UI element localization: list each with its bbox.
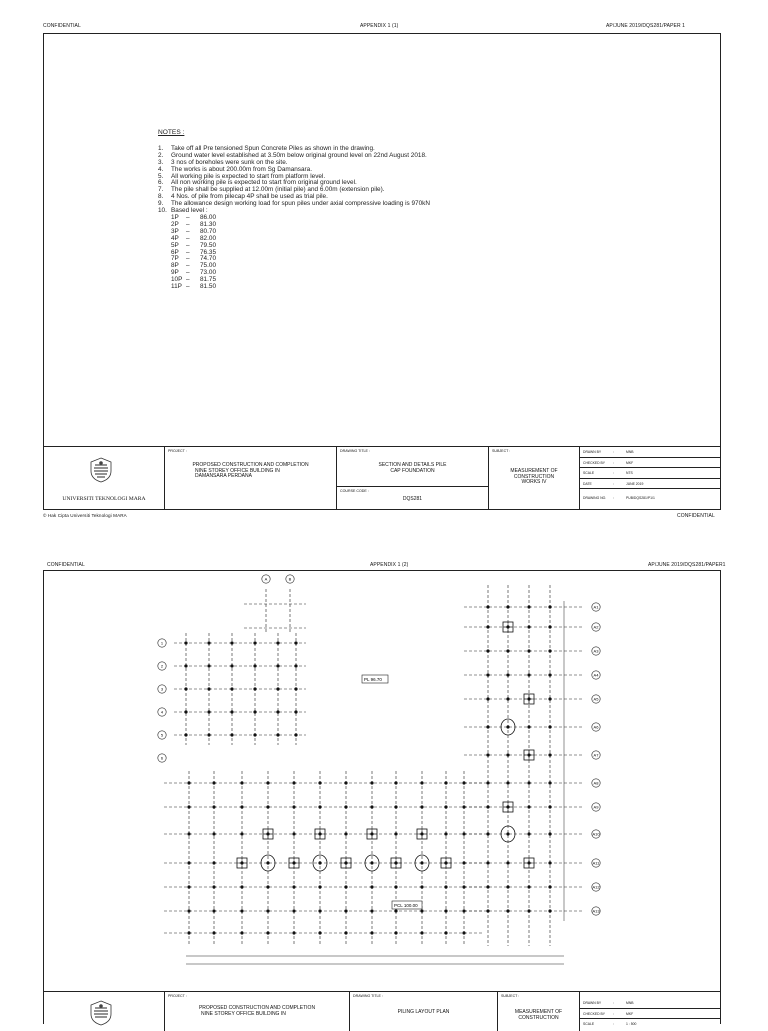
page1-header-left: CONFIDENTIAL xyxy=(43,23,81,29)
grid-bubble-left: 3 xyxy=(160,686,164,692)
pile-mark xyxy=(506,885,509,888)
based-level-val: 75.00 xyxy=(200,262,216,270)
pile-mark xyxy=(187,909,190,912)
pile-mark xyxy=(486,885,489,888)
subject-cell xyxy=(488,447,579,510)
pile-mark xyxy=(486,861,489,864)
pile-mark xyxy=(506,605,509,608)
note-text: All working pile is expected to start from platform level. xyxy=(171,172,326,180)
pile-mark xyxy=(486,832,489,835)
grid-bubble-right: A12 xyxy=(592,884,600,890)
pile-mark xyxy=(548,781,551,784)
pile-mark xyxy=(276,710,279,713)
pile-mark xyxy=(527,673,530,676)
page1-header-center: APPENDIX 1 (1) xyxy=(360,23,399,29)
pile-mark xyxy=(486,673,489,676)
based-level-dash: – xyxy=(186,283,190,291)
pile-mark xyxy=(276,641,279,644)
based-level-tag: 9P xyxy=(171,269,179,277)
grid-bubble-right: A3 xyxy=(593,648,599,654)
pile-mark xyxy=(230,664,233,667)
based-level-tag: 1P xyxy=(171,213,179,221)
scale-row-2: SCALE : 1 : 500 xyxy=(583,1022,637,1027)
pile-mark xyxy=(370,805,373,808)
pile-mark xyxy=(294,733,297,736)
pile-mark xyxy=(486,781,489,784)
based-level-tag: 11P xyxy=(171,283,182,291)
pile-mark xyxy=(240,909,243,912)
pile-mark xyxy=(394,931,397,934)
pile-mark xyxy=(548,725,551,728)
pile-mark xyxy=(527,909,530,912)
drawing-info-grid xyxy=(579,447,720,510)
grid-bubble-right: A5 xyxy=(593,696,599,702)
drawing-title-2: PILING LAYOUT PLAN xyxy=(397,1009,450,1015)
pile-mark xyxy=(394,909,397,912)
note-number: 10. xyxy=(158,207,167,215)
based-level-tag: 6P xyxy=(171,248,179,256)
pile-mark xyxy=(207,710,210,713)
based-level-dash: – xyxy=(186,262,190,270)
pile-mark xyxy=(420,931,423,934)
grid-bubble-left: 5 xyxy=(160,732,164,738)
based-level-row xyxy=(158,215,430,222)
grid-bubble-right: A6 xyxy=(593,724,599,730)
pile-mark xyxy=(207,687,210,690)
pile-mark xyxy=(253,733,256,736)
pile-mark xyxy=(212,931,215,934)
pile-mark xyxy=(486,605,489,608)
pile-mark xyxy=(462,861,465,864)
based-level-row xyxy=(158,236,430,243)
pile-mark xyxy=(420,861,423,864)
pile-mark xyxy=(184,664,187,667)
based-level-val: 82.00 xyxy=(200,234,216,242)
drawing-sheet-2 xyxy=(43,570,721,1027)
pile-mark xyxy=(506,649,509,652)
pile-mark xyxy=(394,781,397,784)
pile-mark xyxy=(548,649,551,652)
based-level-tag: 2P xyxy=(171,220,179,228)
drawing-title-label-2: DRAWING TITLE : xyxy=(353,994,383,998)
drawing-title-label: DRAWING TITLE : xyxy=(340,449,370,453)
pile-mark xyxy=(527,649,530,652)
pile-mark xyxy=(370,781,373,784)
pile-mark xyxy=(444,832,447,835)
pile-mark xyxy=(240,832,243,835)
pile-mark xyxy=(527,725,530,728)
pile-mark xyxy=(253,710,256,713)
page2-header-center: APPENDIX 1 (2) xyxy=(370,562,409,568)
pile-mark xyxy=(462,832,465,835)
pile-mark xyxy=(462,931,465,934)
based-level-dash: – xyxy=(186,241,190,249)
uitm-crest-icon xyxy=(89,457,113,483)
pile-mark xyxy=(187,805,190,808)
grid-bubble-right: A4 xyxy=(593,672,599,678)
grid-bubble-right: A10 xyxy=(592,831,600,837)
notes-list xyxy=(158,146,430,215)
pile-mark xyxy=(276,687,279,690)
pile-mark xyxy=(266,885,269,888)
grid-bubble-right: A9 xyxy=(593,804,599,810)
note-text: Take off all Pre tensioned Spun Concrete Piles as shown in the drawing. xyxy=(171,144,375,152)
pile-mark xyxy=(444,931,447,934)
level-tag-pl-text: PL 96.70 xyxy=(364,677,382,682)
note-number: 7. xyxy=(158,186,164,194)
based-level-row xyxy=(158,256,430,263)
project-line-1-2: PROPOSED CONSTRUCTION AND COMPLETION xyxy=(198,1005,316,1011)
pile-mark xyxy=(486,697,489,700)
pile-mark xyxy=(548,697,551,700)
based-level-val: 79.50 xyxy=(200,241,216,249)
pile-mark xyxy=(294,641,297,644)
drawn-by-row-2: DRAWN BY : MNB xyxy=(580,998,720,1009)
based-level-tag: 5P xyxy=(171,241,179,249)
pile-mark xyxy=(462,909,465,912)
pile-mark xyxy=(212,885,215,888)
pile-mark xyxy=(444,805,447,808)
page2-header-left: CONFIDENTIAL xyxy=(47,562,85,568)
pile-mark xyxy=(444,781,447,784)
pile-mark xyxy=(318,805,321,808)
pile-mark xyxy=(253,687,256,690)
based-level-dash: – xyxy=(186,213,190,221)
pile-mark xyxy=(292,909,295,912)
grid-bubble-left: 4 xyxy=(160,709,164,715)
pile-mark xyxy=(230,710,233,713)
project-line-1: PROPOSED CONSTRUCTION AND COMPLETION xyxy=(192,462,309,468)
pile-mark xyxy=(506,781,509,784)
based-level-row xyxy=(158,243,430,250)
pile-mark xyxy=(394,832,397,835)
pile-mark xyxy=(207,641,210,644)
based-level-tag: 7P xyxy=(171,255,179,263)
pile-mark xyxy=(212,909,215,912)
project-line-2: NINE STOREY OFFICE BUILDING IN xyxy=(195,467,280,474)
drawing-title-line-1: SECTION AND DETAILS PILE xyxy=(378,462,447,468)
pile-mark xyxy=(344,931,347,934)
scale-row: SCALE : NTS xyxy=(580,468,720,479)
grid-bubble-right: A1 xyxy=(593,604,599,610)
based-level-row xyxy=(158,263,430,270)
pile-mark xyxy=(187,885,190,888)
based-level-val: 74.70 xyxy=(200,255,216,263)
grid-bubble-right: A7 xyxy=(593,752,599,758)
piling-layout-plan xyxy=(44,571,720,991)
note-number: 9. xyxy=(158,200,164,208)
pile-mark xyxy=(184,710,187,713)
pile-mark xyxy=(276,664,279,667)
pile-mark xyxy=(344,909,347,912)
drawing-title-cell-2 xyxy=(349,992,497,1031)
pile-mark xyxy=(184,733,187,736)
pile-mark xyxy=(394,885,397,888)
drawing-title-cell xyxy=(336,447,488,510)
drawn-by-row: DRAWN BY : MNB xyxy=(580,447,720,458)
pile-mark xyxy=(292,832,295,835)
pile-mark xyxy=(527,832,530,835)
pile-mark xyxy=(548,832,551,835)
pile-mark xyxy=(527,625,530,628)
pile-mark xyxy=(506,861,509,864)
subject-line-2-2: CONSTRUCTION xyxy=(518,1014,559,1021)
pile-mark xyxy=(230,641,233,644)
pile-mark xyxy=(548,909,551,912)
pile-mark xyxy=(444,909,447,912)
pile-mark xyxy=(187,832,190,835)
pile-mark xyxy=(420,909,423,912)
pile-mark xyxy=(240,931,243,934)
pile-mark xyxy=(420,805,423,808)
pile-mark xyxy=(266,909,269,912)
pile-mark xyxy=(318,861,321,864)
uitm-crest-icon xyxy=(89,1000,113,1026)
pile-mark xyxy=(548,885,551,888)
based-level-row xyxy=(158,270,430,277)
pile-mark xyxy=(506,753,509,756)
based-level-dash: – xyxy=(186,248,190,256)
pile-mark xyxy=(344,781,347,784)
notes-title: NOTES : xyxy=(158,129,185,136)
pile-mark xyxy=(253,641,256,644)
note-number: 4. xyxy=(158,165,164,173)
pile-mark xyxy=(212,861,215,864)
subject-cell-2 xyxy=(497,992,579,1031)
based-level-val: 73.00 xyxy=(200,269,216,277)
pile-mark xyxy=(240,805,243,808)
pile-mark xyxy=(548,861,551,864)
pile-mark xyxy=(344,832,347,835)
note-text: All non working pile is expected to start from original ground level. xyxy=(171,179,357,187)
pile-mark xyxy=(486,725,489,728)
pile-mark xyxy=(506,673,509,676)
pile-mark xyxy=(318,909,321,912)
subject-label: SUBJECT : xyxy=(492,449,511,453)
pile-mark xyxy=(266,931,269,934)
pile-mark xyxy=(548,753,551,756)
project-label-2: PROJECT : xyxy=(168,994,187,998)
grid-bubble-left: 2 xyxy=(160,663,164,669)
pile-mark xyxy=(230,733,233,736)
pile-mark xyxy=(292,931,295,934)
based-level-row xyxy=(158,222,430,229)
note-number: 3. xyxy=(158,158,164,166)
based-level-row xyxy=(158,250,430,257)
grid-bubble-right: A11 xyxy=(592,860,600,866)
note-number: 6. xyxy=(158,179,164,187)
subject-line-1: MEASUREMENT OF xyxy=(510,468,558,474)
pile-mark xyxy=(266,781,269,784)
pile-mark xyxy=(292,781,295,784)
pile-mark xyxy=(318,931,321,934)
subject-line-1-2: MEASUREMENT OF xyxy=(514,1009,563,1015)
pile-mark xyxy=(506,725,509,728)
pile-mark xyxy=(548,805,551,808)
course-code: DQS281 xyxy=(402,496,423,502)
pile-mark xyxy=(294,664,297,667)
title-block-2 xyxy=(44,991,720,1031)
grid-bubble-left: 1 xyxy=(160,640,164,646)
pile-mark xyxy=(370,909,373,912)
grid-bubble-left: 6 xyxy=(160,755,164,761)
pile-mark xyxy=(318,781,321,784)
pile-mark xyxy=(207,664,210,667)
note-text: 4 Nos. of pile from pilecap 4P shall be used as trial pile. xyxy=(171,193,328,201)
pile-mark xyxy=(548,673,551,676)
pile-mark xyxy=(212,832,215,835)
based-level-val: 76.35 xyxy=(200,248,216,256)
pile-mark xyxy=(506,832,509,835)
based-level-val: 86.00 xyxy=(200,213,216,221)
project-cell xyxy=(164,447,336,510)
based-level-row xyxy=(158,277,430,284)
pile-mark xyxy=(370,885,373,888)
grid-bubble-top: A xyxy=(264,576,268,582)
based-level-dash: – xyxy=(186,227,190,235)
drawing-info-grid-2 xyxy=(579,992,720,1031)
based-level-val: 81.75 xyxy=(200,276,216,284)
pile-mark xyxy=(187,861,190,864)
pile-mark xyxy=(276,733,279,736)
note-text: The pile shall be supplied at 12.00m (initial pile) and 6.00m (extension pile). xyxy=(171,186,385,194)
pile-mark xyxy=(394,805,397,808)
note-number: 2. xyxy=(158,151,164,159)
pile-mark xyxy=(462,885,465,888)
pile-mark xyxy=(527,885,530,888)
pile-mark xyxy=(420,781,423,784)
based-level-tag: 10P xyxy=(171,276,183,284)
grid-bubble-right: A8 xyxy=(593,780,599,786)
page1-footer-left: © Hak Cipta Universiti Teknologi MARA xyxy=(43,513,127,518)
pile-mark xyxy=(444,885,447,888)
pile-mark xyxy=(318,885,321,888)
based-level-dash: – xyxy=(186,269,190,277)
pile-mark xyxy=(506,909,509,912)
university-name: UNIVERSITI TEKNOLOGI MARA xyxy=(62,496,146,502)
pile-mark xyxy=(292,805,295,808)
based-level-tag: 4P xyxy=(171,234,179,242)
note-text: The allowance design working load for spun piles under axial compressive loading is 970kN xyxy=(171,200,430,208)
level-tag-pl xyxy=(362,675,388,683)
page2-header-right: AP/JUNE 2019/DQS281/PAPER1 xyxy=(648,562,726,568)
based-level-dash: – xyxy=(186,276,190,284)
date-row: DATE : JUNE 2019 xyxy=(580,479,720,490)
pile-mark xyxy=(462,781,465,784)
pile-mark xyxy=(548,605,551,608)
grid-bubble-right: A13 xyxy=(592,908,600,914)
pile-mark xyxy=(212,805,215,808)
pile-mark xyxy=(548,625,551,628)
page1-header-right: AP/JUNE 2019/DQS281/PAPER 1 xyxy=(606,23,686,29)
level-tag-pcl-text: PCL 100.00 xyxy=(394,903,418,908)
based-level-row xyxy=(158,229,430,236)
subject-line-2: CONSTRUCTION xyxy=(513,473,555,480)
grid-bubble-top: B xyxy=(288,576,292,582)
pile-mark xyxy=(344,805,347,808)
pile-mark xyxy=(240,885,243,888)
based-level-list xyxy=(158,215,430,291)
drawing-no-row: DRAWING NO. : PUB/DQS281/P1/1 xyxy=(583,496,655,501)
based-level-tag: 3P xyxy=(171,227,179,235)
pile-mark xyxy=(486,649,489,652)
based-level-dash: – xyxy=(186,220,190,228)
based-level-val: 80.70 xyxy=(200,227,216,235)
pile-mark xyxy=(266,861,269,864)
subject-label-2: SUBJECT : xyxy=(501,994,520,998)
pile-mark xyxy=(506,697,509,700)
drawing-sheet-1 xyxy=(43,33,721,510)
based-level-tag: 8P xyxy=(171,262,179,270)
note-text: 3 nos of boreholes were sunk on the site. xyxy=(171,158,288,166)
pile-mark xyxy=(486,753,489,756)
pile-mark xyxy=(184,687,187,690)
pile-mark xyxy=(486,625,489,628)
pile-mark xyxy=(344,885,347,888)
notes-block xyxy=(158,130,430,291)
pile-mark xyxy=(420,885,423,888)
pile-mark xyxy=(187,931,190,934)
grid-bubble-right: A2 xyxy=(593,624,599,630)
based-level-val: 81.50 xyxy=(200,283,216,291)
pile-mark xyxy=(294,687,297,690)
pile-mark xyxy=(462,805,465,808)
note-text: Based level : xyxy=(171,207,208,215)
level-tag-pcl xyxy=(392,901,422,909)
based-level-dash: – xyxy=(186,234,190,242)
based-level-dash: – xyxy=(186,255,190,263)
pile-mark xyxy=(212,781,215,784)
note-item xyxy=(158,208,430,215)
based-level-row xyxy=(158,284,430,291)
checked-by-row-2: CHECKED BY : MKF xyxy=(580,1009,720,1020)
pile-mark xyxy=(207,733,210,736)
project-line-2-2: NINE STOREY OFFICE BUILDING IN xyxy=(201,1010,286,1017)
pile-mark xyxy=(370,931,373,934)
project-label: PROJECT : xyxy=(168,449,187,453)
pile-mark xyxy=(527,781,530,784)
pile-mark xyxy=(230,687,233,690)
pile-mark xyxy=(486,805,489,808)
based-level-val: 81.30 xyxy=(200,220,216,228)
note-number: 5. xyxy=(158,172,164,180)
subject-line-3: WORKS IV xyxy=(521,479,547,486)
title-block-1 xyxy=(44,446,720,510)
project-cell-2 xyxy=(164,992,349,1031)
pile-mark xyxy=(294,710,297,713)
pile-mark xyxy=(266,805,269,808)
pile-mark xyxy=(486,909,489,912)
pile-mark xyxy=(253,664,256,667)
drawing-title-line-2: CAP FOUNDATION xyxy=(390,467,435,474)
note-number: 1. xyxy=(158,144,164,152)
note-number: 8. xyxy=(158,193,164,201)
pile-mark xyxy=(292,885,295,888)
course-code-label: COURSE CODE : xyxy=(340,489,369,493)
pile-mark xyxy=(184,641,187,644)
checked-by-row: CHECKED BY : MKF xyxy=(580,458,720,469)
pile-mark xyxy=(240,781,243,784)
note-text: The works is about 200.00m from Sg Damansara. xyxy=(171,165,313,173)
pile-mark xyxy=(527,605,530,608)
project-line-3: DAMANSARA PERDANA xyxy=(195,473,252,480)
note-text: Ground water level established at 3.50m below original ground level on 22nd August 2018. xyxy=(171,151,427,159)
pile-mark xyxy=(187,781,190,784)
pile-mark xyxy=(370,861,373,864)
page1-footer-right: CONFIDENTIAL xyxy=(677,513,715,519)
pile-mark xyxy=(527,805,530,808)
